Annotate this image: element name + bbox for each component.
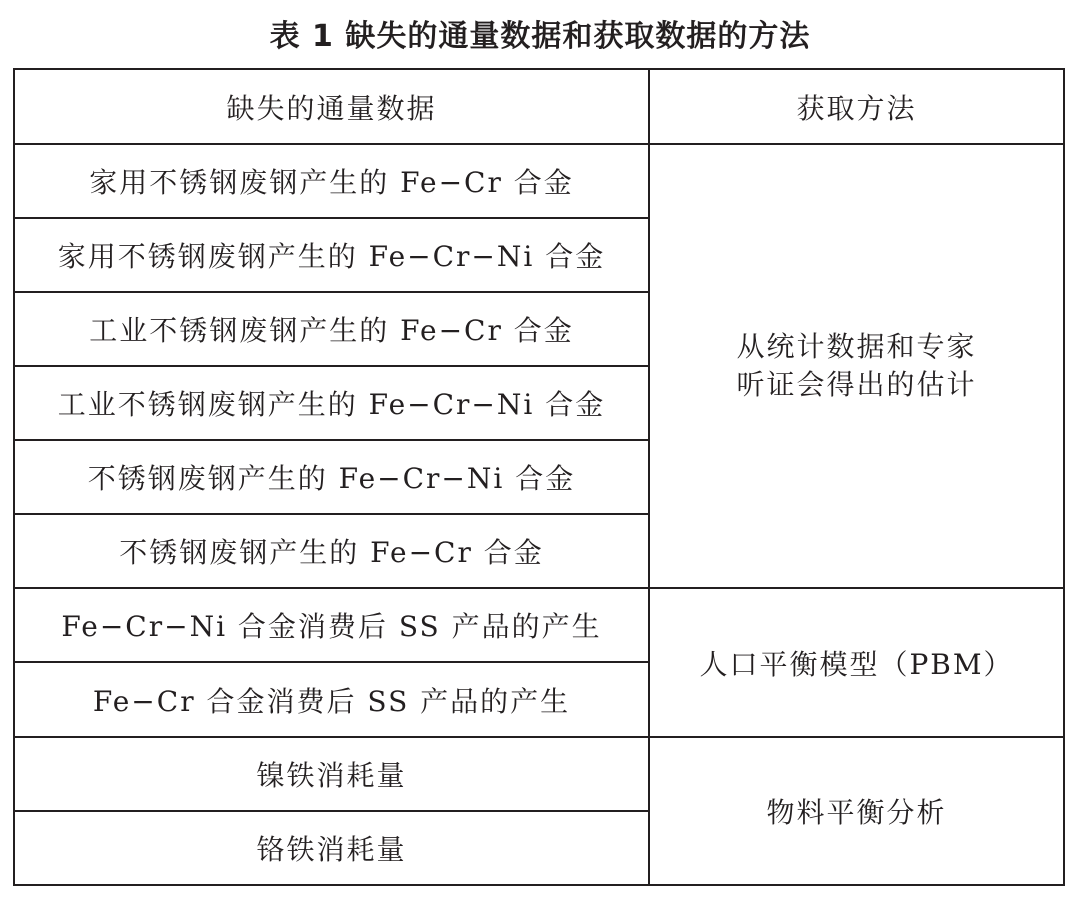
method-statistics-estimate [649,144,1064,588]
row-cell: 不锈钢废钢产生的 Fe−Cr−Ni 合金 [14,440,649,514]
row-cell: 铬铁消耗量 [14,811,649,885]
row-cell: 家用不锈钢废钢产生的 Fe−Cr−Ni 合金 [14,218,649,292]
row-cell: Fe−Cr−Ni 合金消费后 SS 产品的产生 [14,588,649,662]
table-row [14,144,1064,218]
method-line: 从统计数据和专家 [736,330,977,363]
row-cell: 工业不锈钢废钢产生的 Fe−Cr−Ni 合金 [14,366,649,440]
row-cell: Fe−Cr 合金消费后 SS 产品的产生 [14,662,649,737]
method-line: 听证会得出的估计 [736,368,977,401]
header-method: 获取方法 [649,69,1064,144]
flux-data-table [13,68,1065,886]
method-material-flow-analysis: 物料平衡分析 [649,737,1064,885]
row-cell: 镍铁消耗量 [14,737,649,811]
table-header-row [14,69,1064,144]
row-cell: 不锈钢废钢产生的 Fe−Cr 合金 [14,514,649,588]
table-row [14,737,1064,811]
table-caption: 表 1 缺失的通量数据和获取数据的方法 [269,19,811,54]
row-cell: 家用不锈钢废钢产生的 Fe−Cr 合金 [14,144,649,218]
method-pbm: 人口平衡模型（PBM） [649,588,1064,737]
table-row [14,588,1064,662]
row-cell: 工业不锈钢废钢产生的 Fe−Cr 合金 [14,292,649,366]
header-missing-flux-data: 缺失的通量数据 [14,69,649,144]
